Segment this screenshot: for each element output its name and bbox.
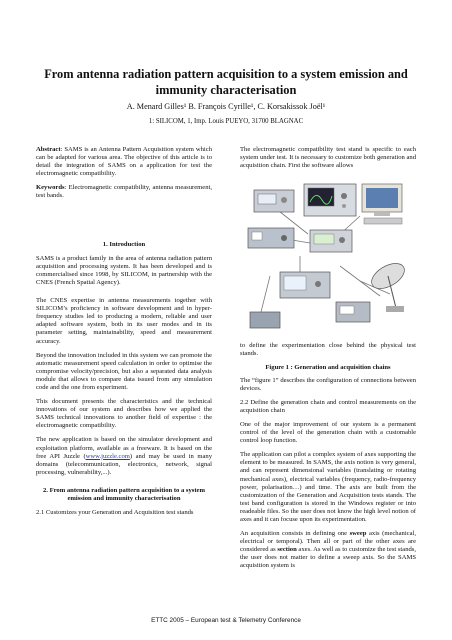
computer-icon	[362, 184, 402, 224]
intro-paragraph-4: This document presents the characteristics and the technical innovations of our system and describes how we applied the SAMS technical innovations to another field of expertise : the electromagnetic compatibility.	[36, 398, 212, 430]
power-meter-icon	[310, 230, 352, 252]
right-paragraph-5: The application can pilot a complex system of axes supporting the element to be measured. In SAMS, the axis notion is very general, and can represent dimensional variables (translating or rotating mechanical axes), electrical variables (frequency, radio-frequency power, polarisation…) and time. The axis are built from the customization of the Generation and Acquisition tests stands. The test band configuration is stored in the Windows register or into readeable files. So the user does not know the high level notion of axes and it can focuse upon its experimentation.	[240, 451, 416, 523]
intro-paragraph-3: Beyond the innovation included in this system we can promote the automatic measurement speed calculation in order to optimise the compromise velocity/precision, but also a separated data analysis module that allows to compare data issued from any simulation code and the one from experiment.	[36, 351, 212, 391]
spectrum-analyzer-icon	[304, 184, 356, 216]
device-under-test-icon	[250, 302, 370, 328]
signal-generator-icon	[254, 190, 294, 212]
right-column	[240, 146, 416, 577]
antenna-icon	[367, 259, 408, 313]
juzzle-link[interactable]: www.juzzle.com	[85, 452, 130, 460]
intro-paragraph-5	[36, 436, 212, 476]
keywords-label: Keywords	[36, 184, 65, 192]
page-footer: ETTC 2005 – European test & Telemetry Conference	[151, 617, 301, 624]
p6-part-a: An acquisition consists in defining one	[240, 530, 350, 538]
intro-p5-end: ) and may be used in many domains (telecommunication, electronics, network, signal processing, vulnerability,...).	[36, 452, 212, 476]
paper-title: From antenna radiation pattern acquisition to a system emission and immunity characterisation	[44, 67, 408, 97]
intro-p5-start: The new application is based on the simulator development and exploitation platform, available as a freeware. It is based on the free API Juzzle (	[36, 436, 212, 460]
affiliation: 1: SILICOM, 1, Imp. Louis PUEYO, 31700 BLAGNAC	[148, 118, 304, 125]
figure-1-illustration	[240, 176, 416, 336]
receiver-icon	[280, 272, 330, 298]
abstract-text: : SAMS is an Antenna Pattern Acquisition system which can be adapted for various area. The objective of this article is to detail the integration of SAMS on a application for test the electromagnetic compatibility.	[36, 146, 212, 178]
p6-part-c: axis (mechanical, electrical or temporal). Then all or part of the other axes are considered as	[240, 530, 416, 554]
right-paragraph-6	[240, 530, 416, 570]
section-1-heading: 1. Introduction	[102, 240, 146, 248]
right-paragraph-3: The “figure 1” describes the configuration of connections between devices.	[240, 376, 416, 392]
authors: A. Menard Gilles¹ B. François Cyrille¹, C. Korsakissok Joël¹	[126, 102, 326, 111]
keywords	[36, 184, 212, 200]
amplifier-icon	[248, 228, 294, 248]
keywords-text: : Electromagnetic compatibility, antenna measurement, test bands.	[36, 184, 212, 200]
figure-1	[240, 176, 416, 336]
intro-paragraph-1: SAMS is a product family in the area of antenna radiation pattern acquisition and processing system. It has been developed and is commercialised since 1998, by SILICOM, in partnership with the CNES (French Spatial Agency).	[36, 254, 212, 286]
right-paragraph-2: to define the experimentation close behind the physical test stands.	[240, 342, 416, 358]
subsection-2-2: 2.2 Define the generation chain and control measurements on the acquisition chain	[240, 398, 416, 414]
section-2-heading: 2. From antenna radiation pattern acquisition to a system emission and immunity characterisation	[43, 486, 205, 502]
sweep-term: sweep	[349, 530, 367, 538]
left-column	[36, 146, 212, 523]
intro-paragraph-2: The CNES expertise in antenna measurements together with SILICOM’s proficiency in software development and in hyper-frequency studies led to producing a modern, reliable and user adapted software system, both in its user modes and in its parameter setting, maintainability, speed and measurement accuracy.	[36, 297, 212, 345]
abstract-label: Abstract	[36, 146, 61, 153]
figure-1-caption: Figure 1 : Generation and acquisition chains	[265, 364, 391, 372]
right-paragraph-1: The electromagnetic compatibility test stand is specific to each system under test. It is necessary to customize both generation and acquisition chain. First the software allows	[240, 146, 416, 170]
abstract	[36, 146, 212, 178]
right-paragraph-4: One of the major improvement of our system is a permanent control of the level of the generation chain with a customable control loop function.	[240, 420, 416, 445]
p6-part-d: axes. As well as to customize the test stands, the user does not matter to define a sweep axis. So the SAMS acquisition system is	[240, 546, 416, 570]
subsection-2-1: 2.1 Customizes your Generation and Acquisition test stands	[36, 509, 194, 517]
section-term: section	[277, 546, 297, 554]
